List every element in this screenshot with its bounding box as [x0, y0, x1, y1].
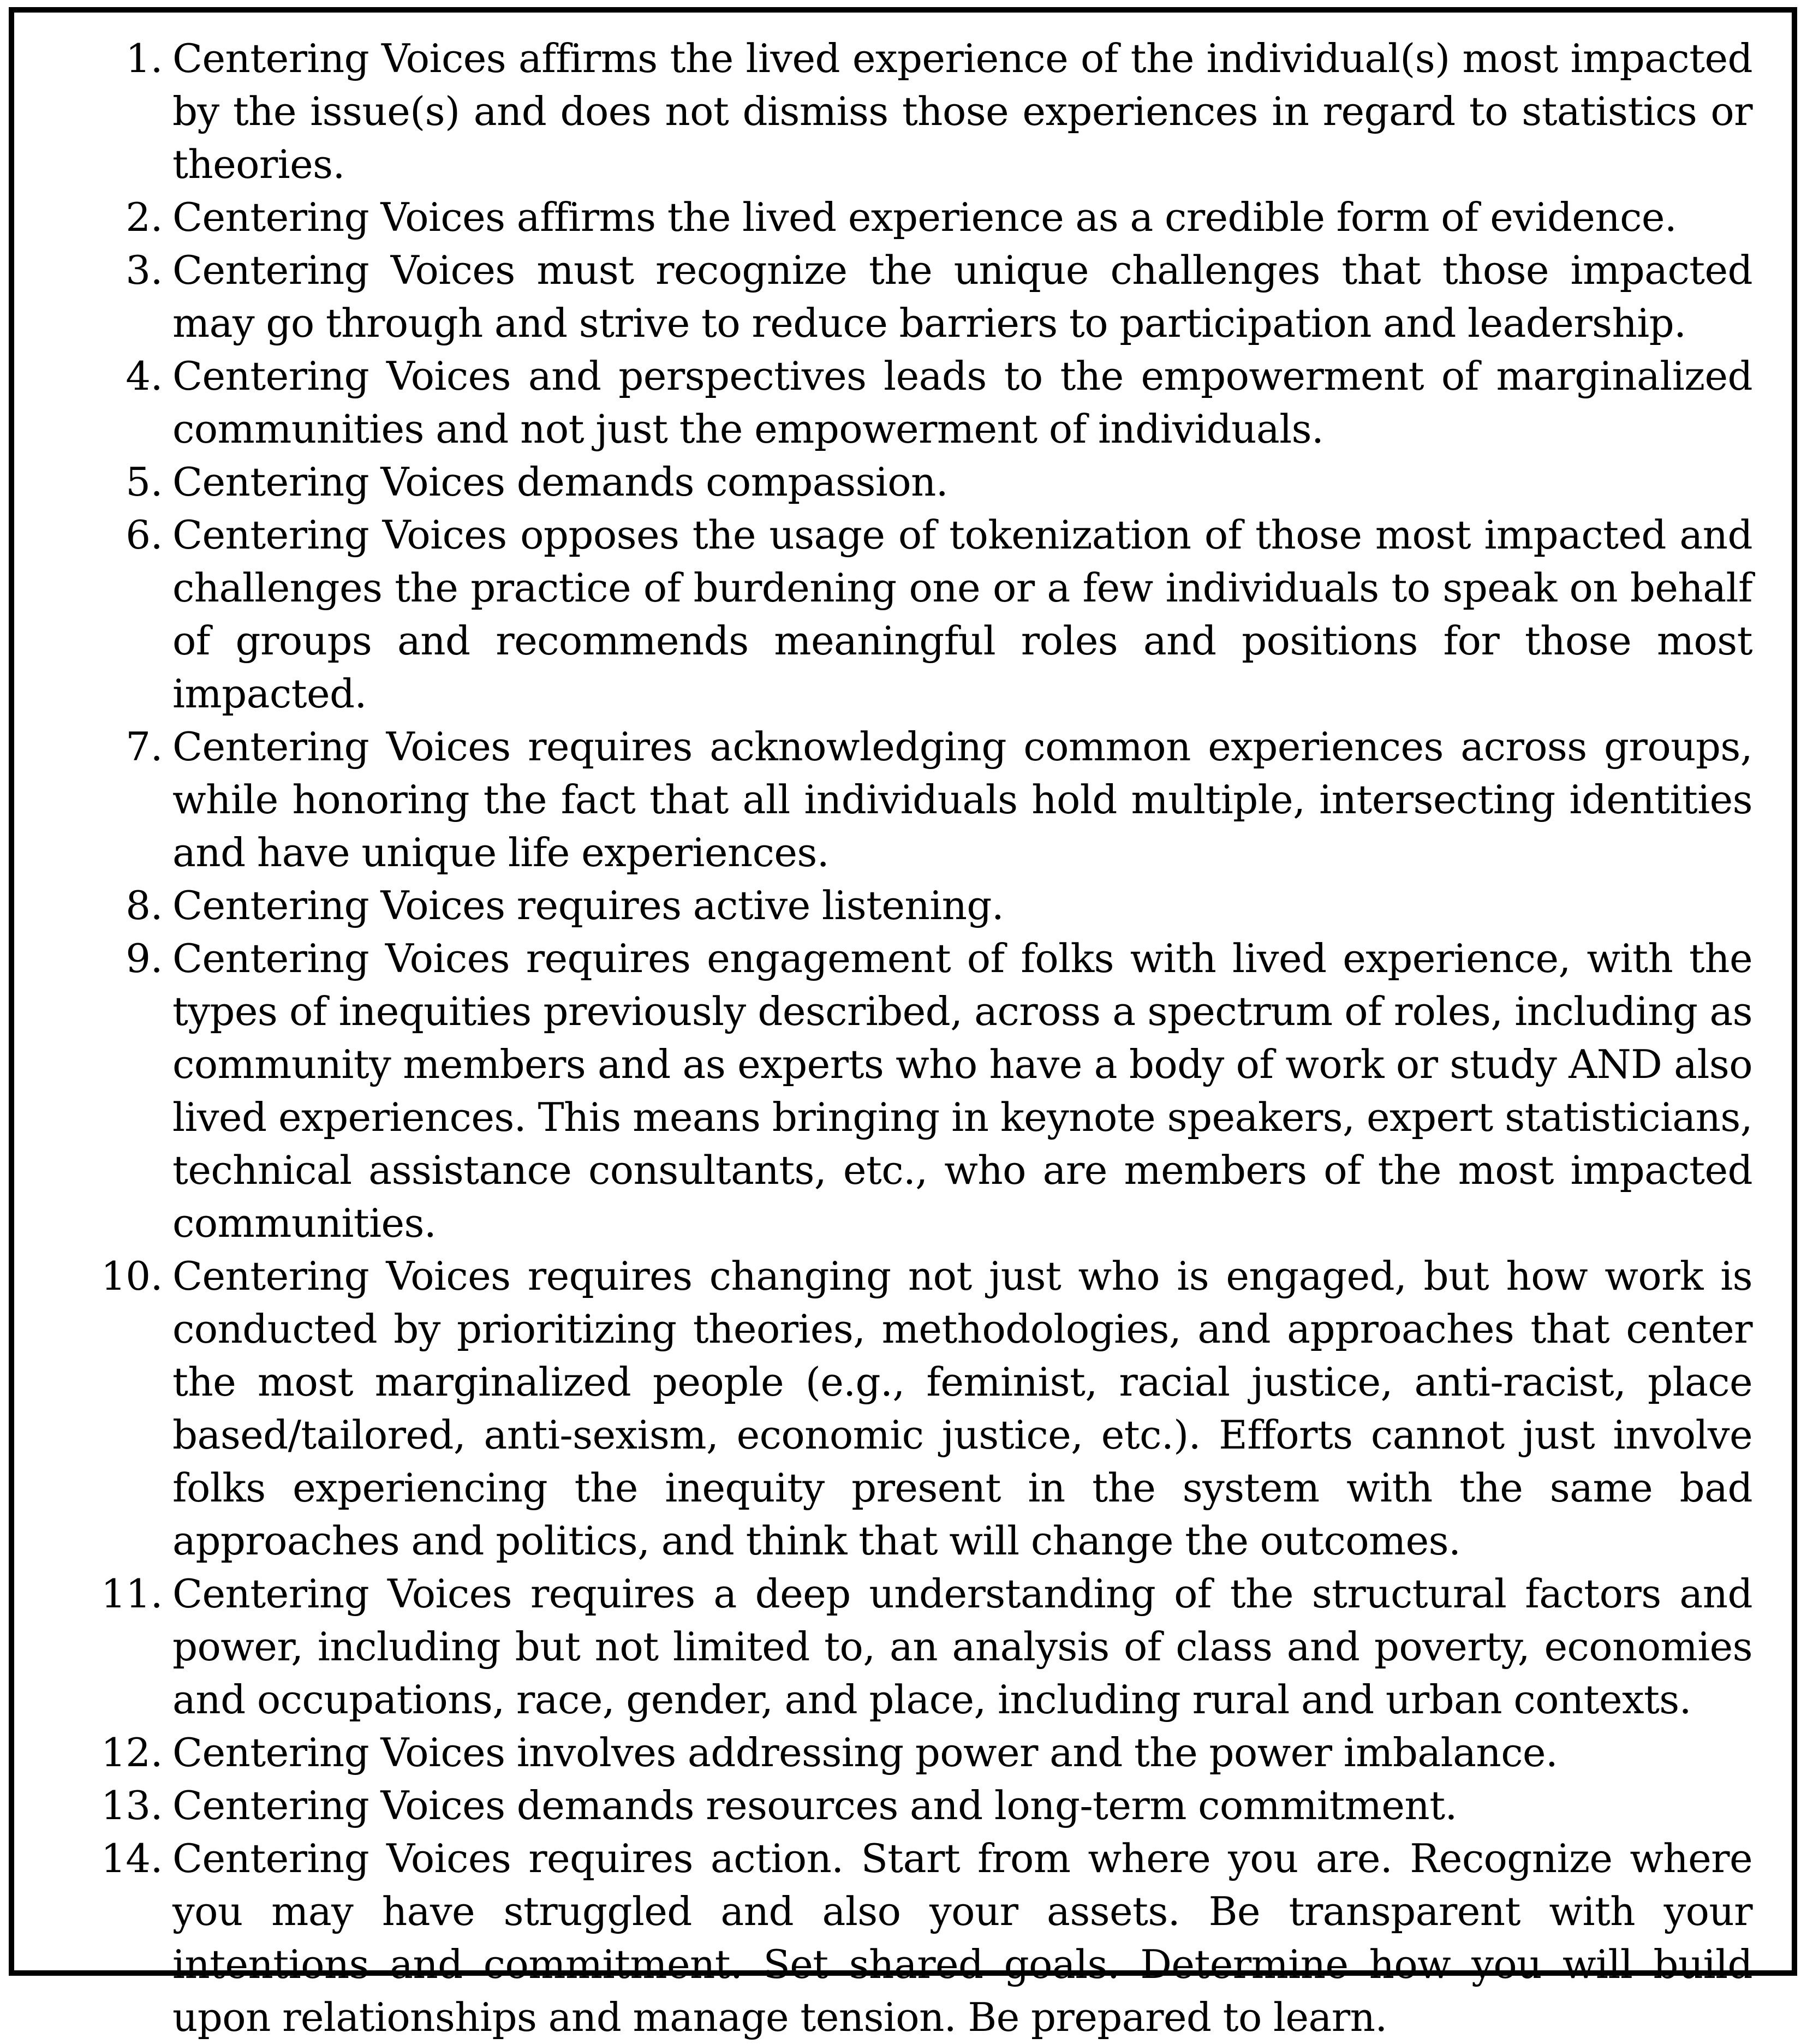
list-item-text: Centering Voices requires engagement of folks with lived experience, with the types of inequities previously described, across a spectrum of roles, including as community members and as experts who have a body of work or study AND also lived experiences. This means bringing in keynote speakers, expert statisticians, technical assistance consultants, etc., who are members of the most impacted communities. — [172, 935, 1752, 1246]
list-item-number: 10. — [100, 1253, 163, 1299]
list-item-number: 4. — [126, 353, 163, 399]
list-item-text: Centering Voices demands resources and long-term commitment. — [172, 1783, 1457, 1828]
list-item-number: 9. — [126, 935, 163, 981]
list-item-number: 1. — [126, 35, 163, 81]
list-item — [71, 191, 1752, 244]
list-item — [71, 456, 1752, 509]
list-item-text: Centering Voices requires acknowledging common experiences across groups, while honoring the fact that all individuals hold multiple, intersecting identities and have unique life experiences. — [172, 724, 1752, 875]
list-item-number: 2. — [126, 194, 163, 240]
list-item-number: 8. — [126, 883, 163, 928]
list-item-number: 3. — [126, 247, 163, 293]
list-item-text: Centering Voices requires action. Start from where you are. Recognize where you may have struggled and also your assets. Be transparent with your intentions and commitment. Set shared goals. Determine how you will build upon relationships and manage tension. Be prepared to learn. — [172, 1836, 1752, 2040]
list-item-text: Centering Voices requires active listening. — [172, 883, 1004, 928]
list-item — [71, 1726, 1752, 1779]
list-item-number: 7. — [126, 724, 163, 770]
list-item — [71, 32, 1752, 191]
list-item-number: 5. — [126, 459, 163, 505]
list-item — [71, 350, 1752, 456]
list-item — [71, 244, 1752, 350]
document-border-frame — [9, 7, 1797, 2040]
list-item-number: 6. — [126, 512, 163, 558]
list-item-text: Centering Voices requires a deep understanding of the structural factors and power, including but not limited to, an analysis of class and poverty, economies and occupations, race, gender, and place, including rural and urban contexts. — [172, 1571, 1752, 1723]
list-item-text: Centering Voices and perspectives leads to the empowerment of marginalized communities and not just the empowerment of individuals. — [172, 353, 1752, 452]
list-item-text: Centering Voices affirms the lived experience of the individual(s) most impacted by the issue(s) and does not dismiss those experiences in regard to statistics or theories. — [172, 35, 1752, 187]
principles-list — [71, 32, 1752, 2044]
list-item — [71, 932, 1752, 1250]
list-item-text: Centering Voices requires changing not just who is engaged, but how work is conducted by prioritizing theories, methodologies, and approaches that center the most marginalized people (e.g., feminist, racial justice, anti-racist, place based/tailored, anti-sexism, economic justice, etc.). Efforts cannot just involve folks experiencing the inequity present in the system with the same bad approaches and politics, and think that will change the outcomes. — [172, 1253, 1752, 1564]
list-item-text: Centering Voices opposes the usage of tokenization of those most impacted and challenges the practice of burdening one or a few individuals to speak on behalf of groups and recommends meaningful roles and positions for those most impacted. — [172, 512, 1752, 717]
list-item-text: Centering Voices demands compassion. — [172, 459, 949, 505]
list-item-number: 12. — [100, 1730, 163, 1775]
list-item — [71, 720, 1752, 879]
list-item-text: Centering Voices involves addressing power and the power imbalance. — [172, 1730, 1558, 1775]
list-item — [71, 879, 1752, 932]
list-item — [71, 1568, 1752, 1726]
list-item-number: 11. — [100, 1571, 163, 1617]
list-item — [71, 509, 1752, 720]
list-item-number: 14. — [100, 1836, 163, 1881]
list-item-text: Centering Voices must recognize the unique challenges that those impacted may go through and strive to reduce barriers to participation and leadership. — [172, 247, 1752, 346]
list-item — [71, 1250, 1752, 1568]
list-item-number: 13. — [100, 1783, 163, 1828]
list-item — [71, 1779, 1752, 1832]
list-item-text: Centering Voices affirms the lived experience as a credible form of evidence. — [172, 194, 1677, 240]
list-item — [71, 1832, 1752, 2044]
